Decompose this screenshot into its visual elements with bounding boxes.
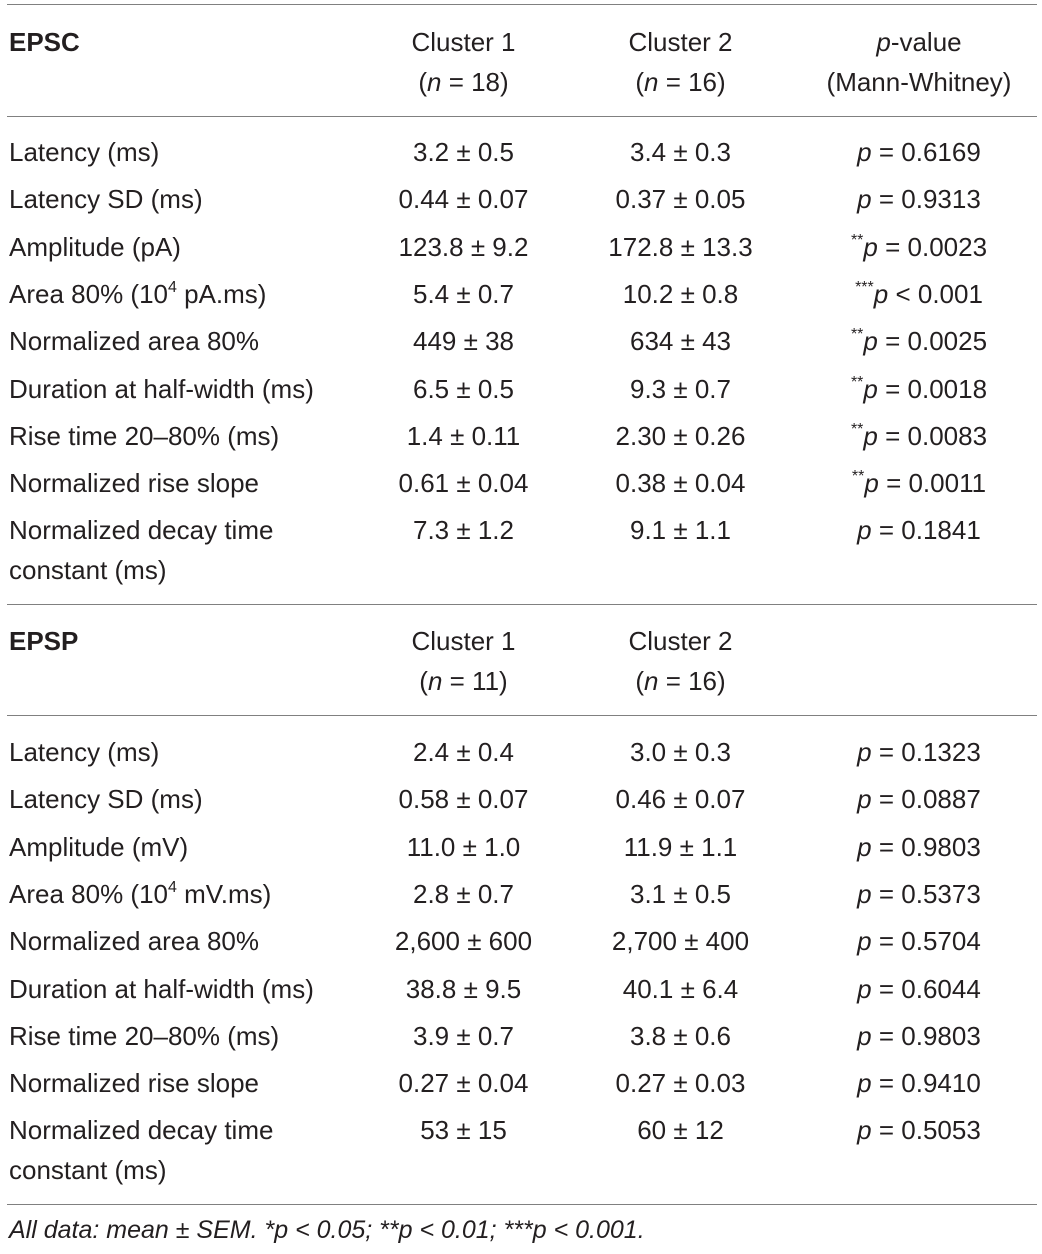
section-divider-rule	[7, 604, 1037, 605]
stat-label: Rise time 20–80% (ms)	[9, 420, 280, 451]
cluster2-value: 3.0 ± 0.3	[629, 737, 731, 767]
cluster2-value: 9.1 ± 1.1	[629, 515, 731, 546]
epsp-cluster2-title: Cluster 2	[628, 626, 733, 656]
p-value: **p = 0.0011	[851, 468, 987, 499]
p-value: p = 0.6044	[857, 973, 981, 1004]
cluster2-value: 40.1 ± 6.4	[622, 973, 739, 1004]
p-value: ***p < 0.001	[855, 278, 983, 309]
p-value: **p = 0.0018	[850, 373, 988, 404]
p-value: p = 0.1323	[857, 737, 981, 767]
epsp-header-rule	[7, 715, 1037, 716]
cluster2-value: 3.1 ± 0.5	[629, 878, 731, 909]
stat-label: Latency (ms)	[9, 137, 160, 167]
cluster2-value: 11.9 ± 1.1	[623, 831, 738, 862]
cluster2-value: 0.46 ± 0.07	[615, 784, 746, 815]
cluster1-value: 53 ± 15	[420, 1115, 507, 1146]
stat-label: Amplitude (mV)	[9, 831, 189, 862]
epsc-cluster1-header	[355, 22, 572, 102]
p-value: p = 0.0887	[857, 784, 981, 815]
p-value: p = 0.9803	[857, 1020, 981, 1051]
cluster1-value: 6.5 ± 0.5	[412, 373, 514, 404]
significance-stars: **	[850, 326, 864, 344]
p-value: p = 0.5053	[857, 1115, 981, 1146]
cluster2-value: 172.8 ± 13.3	[608, 231, 753, 262]
stat-label: Latency (ms)	[9, 737, 160, 767]
stat-label: Normalized rise slope	[9, 468, 259, 499]
cluster2-value: 0.27 ± 0.03	[615, 1068, 746, 1099]
pvalue-test-name: (Mann-Whitney)	[826, 67, 1012, 97]
epsc-cluster2-title: Cluster 2	[628, 27, 733, 57]
top-rule	[7, 4, 1037, 5]
epsc-cluster2-n: (n = 16)	[635, 67, 726, 97]
cluster1-value: 0.58 ± 0.07	[398, 784, 529, 815]
cluster2-value: 0.38 ± 0.04	[615, 468, 746, 499]
p-value: p = 0.9410	[857, 1068, 981, 1099]
cluster1-value: 7.3 ± 1.2	[412, 515, 514, 546]
cluster1-value: 3.9 ± 0.7	[412, 1020, 514, 1051]
cluster1-value: 0.44 ± 0.07	[398, 184, 529, 215]
pvalue-title: p-value	[876, 27, 962, 57]
significance-stars: **	[850, 231, 864, 249]
cluster2-value: 2,700 ± 400	[611, 926, 750, 957]
cluster1-value: 123.8 ± 9.2	[398, 231, 529, 262]
significance-stars: ***	[855, 278, 874, 296]
epsp-cluster1-n: (n = 11)	[419, 666, 508, 696]
cluster1-value: 2.8 ± 0.7	[412, 878, 514, 909]
stat-label: Duration at half-width (ms)	[9, 373, 314, 404]
stat-label: Normalized area 80%	[9, 326, 260, 357]
stat-label: Normalized rise slope	[9, 1068, 259, 1099]
stat-label: Area 80% ($10^4$ mV.ms)	[9, 878, 272, 909]
stat-label: Normalized area 80%	[9, 926, 260, 957]
pvalue-header	[803, 22, 1035, 102]
cluster1-value: 449 ± 38	[412, 326, 515, 357]
cluster2-value: 60 ± 12	[637, 1115, 724, 1146]
cluster1-value: 38.8 ± 9.5	[405, 973, 522, 1004]
cluster2-value: 3.4 ± 0.3	[629, 137, 731, 167]
p-value: p = 0.6169	[857, 137, 981, 167]
stat-label: Latency SD (ms)	[9, 784, 203, 815]
cluster1-value: 0.27 ± 0.04	[398, 1068, 529, 1099]
cluster1-value: 1.4 ± 0.11	[406, 420, 521, 451]
epsc-cluster1-n: (n = 18)	[418, 67, 509, 97]
stat-label: Rise time 20–80% (ms)	[9, 1020, 280, 1051]
stat-label: Normalized decay time constant (ms)	[9, 1115, 274, 1186]
cluster2-value: 0.37 ± 0.05	[615, 184, 746, 215]
cluster1-value: 2.4 ± 0.4	[412, 737, 514, 767]
epsp-cluster1-title: Cluster 1	[411, 626, 516, 656]
stat-label: Latency SD (ms)	[9, 184, 203, 215]
p-value: p = 0.9313	[857, 184, 981, 215]
cluster2-value: 9.3 ± 0.7	[629, 373, 731, 404]
cluster2-value: 634 ± 43	[629, 326, 732, 357]
significance-stars: **	[850, 420, 864, 438]
cluster1-value: 5.4 ± 0.7	[412, 278, 514, 309]
significance-stars: **	[850, 373, 864, 391]
epsp-cluster2-header	[572, 621, 789, 701]
epsp-cluster2-n: (n = 16)	[635, 666, 726, 696]
bottom-rule	[7, 1204, 1037, 1205]
stat-label: Duration at half-width (ms)	[9, 973, 314, 1004]
p-value: p = 0.9803	[857, 831, 981, 862]
cluster2-value: 10.2 ± 0.8	[622, 278, 739, 309]
cluster2-value: 2.30 ± 0.26	[615, 420, 746, 451]
cluster1-value: 11.0 ± 1.0	[406, 831, 521, 862]
p-value: p = 0.5704	[857, 926, 981, 957]
p-value: **p = 0.0023	[850, 231, 988, 262]
cluster1-value: 3.2 ± 0.5	[412, 137, 514, 167]
p-value: **p = 0.0025	[850, 326, 988, 357]
epsc-cluster2-header	[572, 22, 789, 102]
epsp-section-label: EPSP	[9, 626, 79, 656]
stat-label: Amplitude (pA)	[9, 231, 181, 262]
cluster1-value: 0.61 ± 0.04	[398, 468, 529, 499]
significance-stars: **	[851, 468, 865, 486]
cluster2-value: 3.8 ± 0.6	[629, 1020, 731, 1051]
epsc-cluster1-title: Cluster 1	[411, 27, 516, 57]
stat-label: Normalized decay time constant (ms)	[9, 515, 274, 586]
p-value: p = 0.5373	[857, 878, 981, 909]
epsc-section-label: EPSC	[9, 27, 80, 57]
p-value: p = 0.1841	[857, 515, 981, 546]
stat-label: Area 80% ($10^4$ pA.ms)	[9, 278, 267, 309]
epsc-header-rule	[7, 116, 1037, 117]
cluster1-value: 2,600 ± 600	[394, 926, 533, 957]
table-footnote: All data: mean ± SEM. *p < 0.05; **p < 0.01; ***p < 0.001.	[9, 1216, 645, 1244]
p-value: **p = 0.0083	[850, 420, 988, 451]
epsp-cluster1-header	[355, 621, 572, 701]
